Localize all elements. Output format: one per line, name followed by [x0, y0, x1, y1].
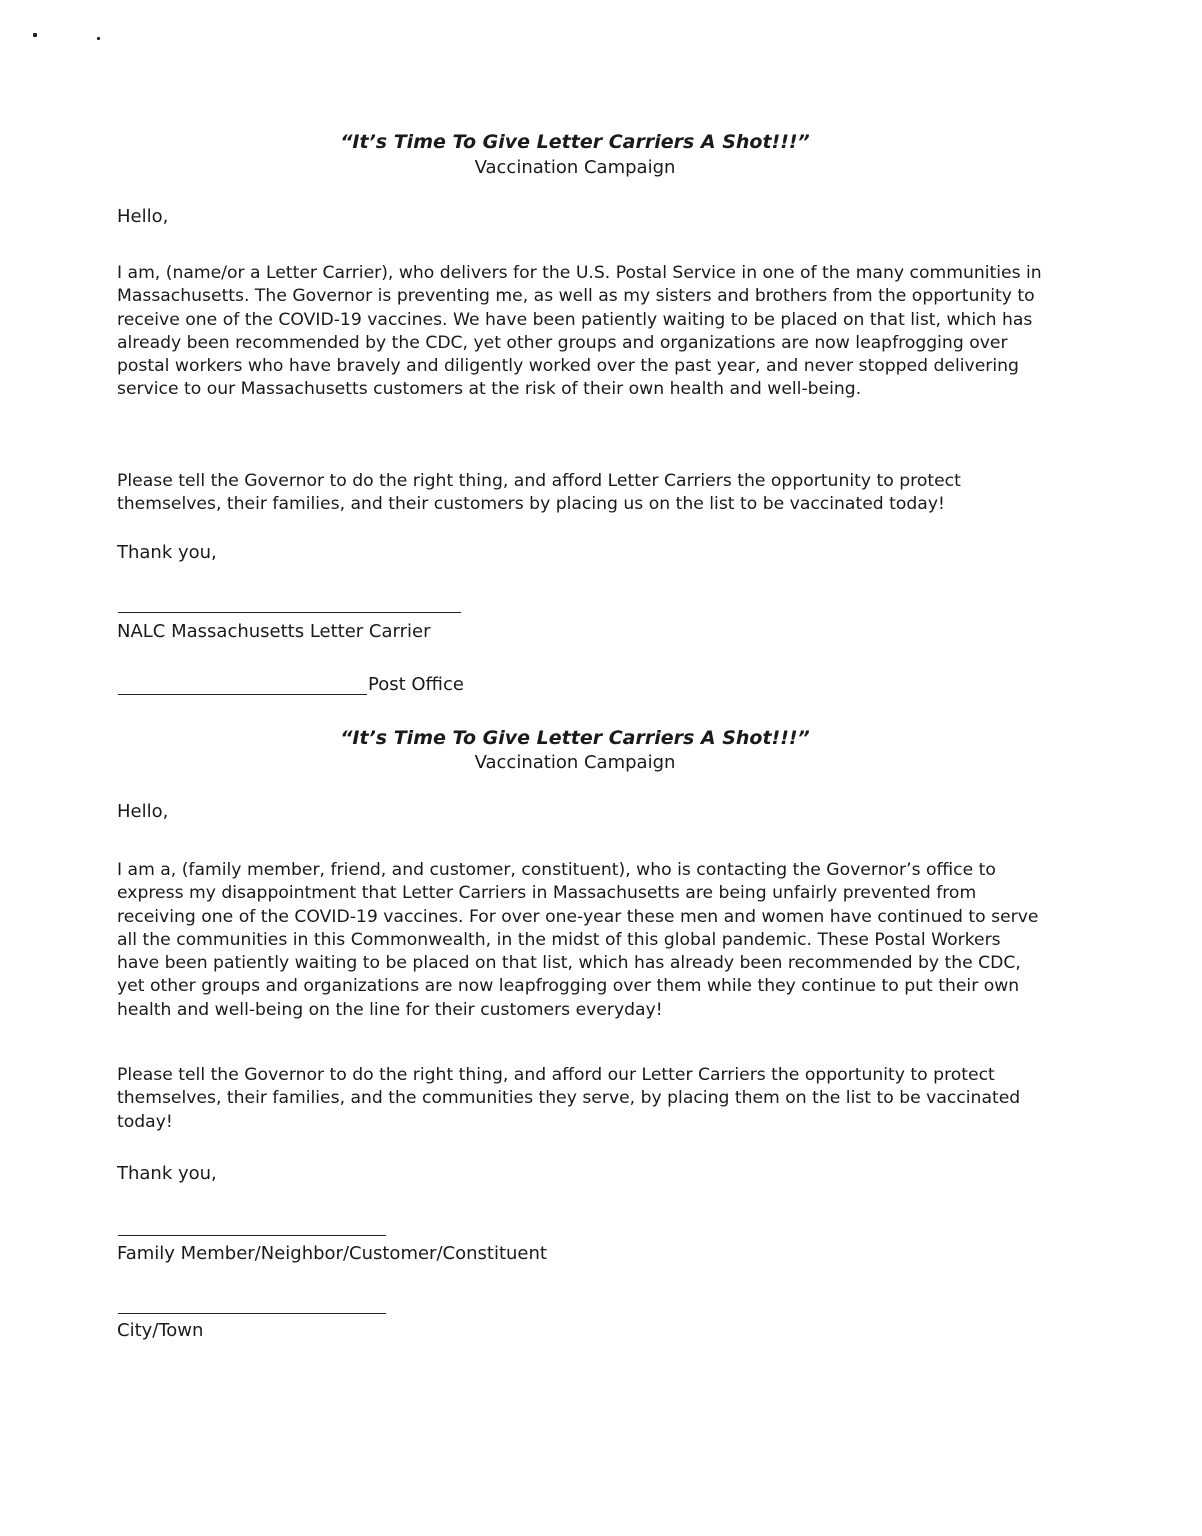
letter-carrier-greeting: Hello, — [117, 206, 169, 227]
letter-carrier-closing: Thank you, — [117, 542, 217, 563]
supporter-closing: Thank you, — [117, 1163, 217, 1184]
supporter-body — [117, 859, 1047, 1022]
city-town-line — [118, 1313, 386, 1314]
letter-carrier-body — [117, 262, 1047, 402]
supporter-body-text: I am a, (family member, friend, and customer, constituent), who is contacting the Governor’s office to express my disappointment that Letter Carriers in Massachusetts are being unfairly prevented from receiving one of the COVID-19 vaccines. For over one-year these men and women have continued to serve all the communities in this Commonwealth, in the midst of this global pandemic. These Postal Workers have been patiently waiting to be placed on that list, which has already been recommended by the CDC, yet other groups and organizations are now leapfrogging over them while they continue to put their own health and well-being on the line for their customers everyday! — [117, 860, 1039, 1020]
letter-carrier-signature-label: NALC Massachusetts Letter Carrier — [117, 621, 431, 642]
scan-speck — [97, 37, 100, 40]
letter-carrier-title: “It’s Time To Give Letter Carriers A Shot!!!” — [340, 131, 810, 153]
letter-carrier-signature-line — [118, 612, 461, 613]
city-town-label: City/Town — [117, 1320, 204, 1341]
supporter-request — [117, 1064, 1047, 1134]
supporter-signature-label: Family Member/Neighbor/Customer/Constituent — [117, 1243, 547, 1264]
supporter-title: “It’s Time To Give Letter Carriers A Shot!!!” — [340, 727, 810, 749]
supporter-request-text: Please tell the Governor to do the right thing, and afford our Letter Carriers the opportunity to protect themselves, their families, and the communities they serve, by placing them on the list to be vaccinated today! — [117, 1065, 1021, 1132]
supporter-signature-line — [118, 1235, 386, 1236]
supporter-greeting: Hello, — [117, 801, 169, 822]
letter-carrier-subtitle: Vaccination Campaign — [474, 157, 676, 178]
post-office-label: Post Office — [368, 674, 464, 695]
supporter-subtitle: Vaccination Campaign — [474, 752, 676, 773]
post-office-blank-line — [118, 694, 367, 695]
letter-carrier-body-text: I am, (name/or a Letter Carrier), who delivers for the U.S. Postal Service in one of the many communities in Massachusetts. The Governor is preventing me, as well as my sisters and brothers from the opportunity to receive one of the COVID-19 vaccines. We have been patiently waiting to be placed on that list, which has already been recommended by the CDC, yet other groups and organizations are now leapfrogging over postal workers who have bravely and diligently worked over the past year, and never stopped delivering service to our Massachusetts customers at the risk of their own health and well-being. — [117, 263, 1042, 400]
letter-carrier-request-text: Please tell the Governor to do the right thing, and afford Letter Carriers the opportunity to protect themselves, their families, and their customers by placing us on the list to be vaccinated today! — [117, 471, 961, 515]
scan-speck — [33, 33, 37, 37]
letter-carrier-request — [117, 470, 1047, 517]
